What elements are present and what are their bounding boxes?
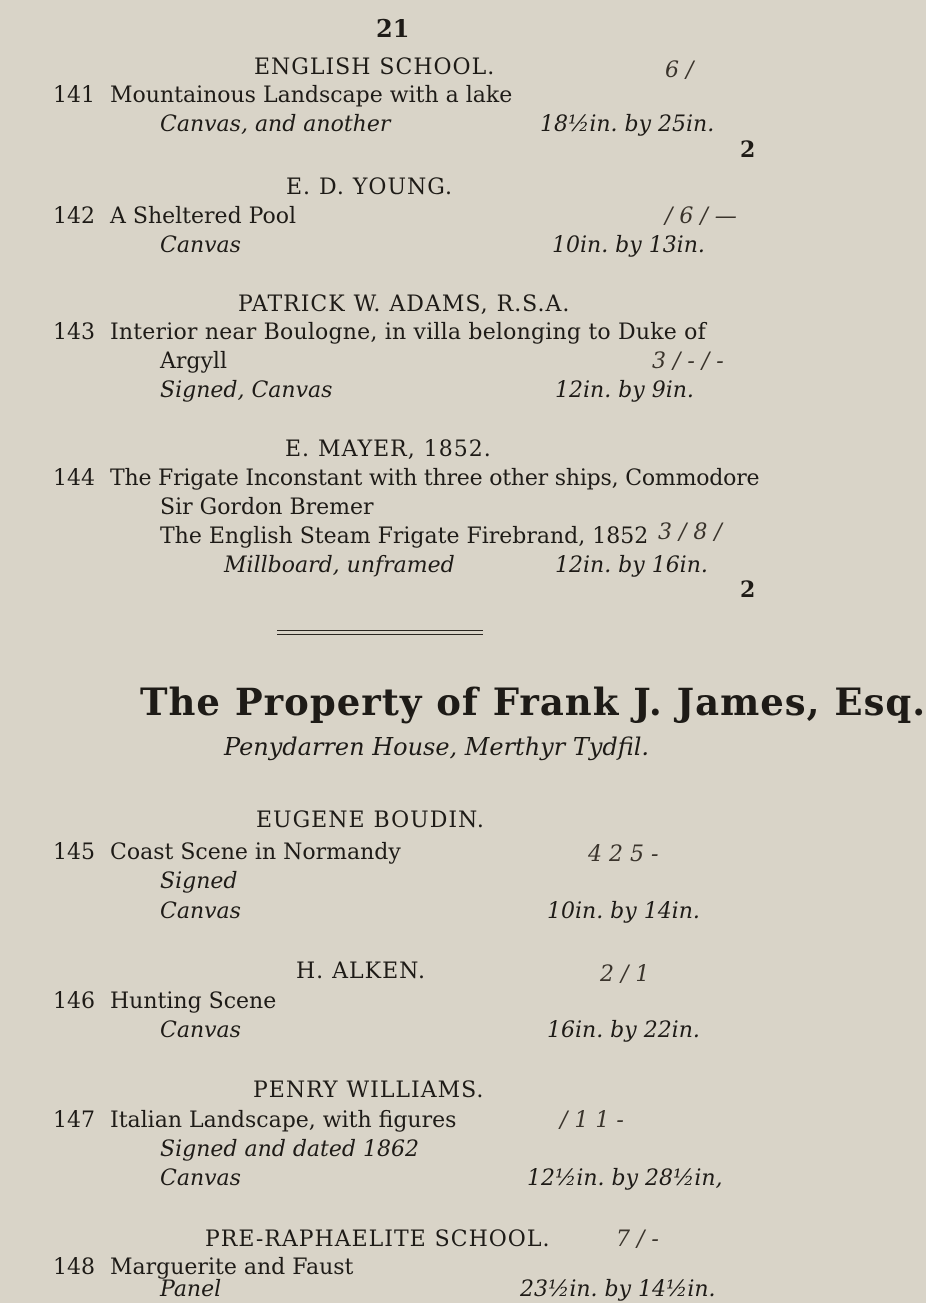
artist-heading: E. MAYER, 1852. xyxy=(285,437,492,462)
handwritten-price: 2 / 1 xyxy=(600,962,650,987)
lot-number: 146 xyxy=(53,989,95,1014)
lot-medium-2: Canvas xyxy=(160,1166,241,1191)
handwritten-price: / 6 / — xyxy=(665,204,737,229)
lot-title: Mountainous Landscape with a lake xyxy=(110,83,513,108)
lot-note: 2 xyxy=(740,137,756,163)
property-heading: The Property of Frank J. James, Esq. xyxy=(140,680,926,724)
lot-medium: Panel xyxy=(160,1277,222,1302)
lot-title: A Sheltered Pool xyxy=(110,204,297,229)
lot-note: 2 xyxy=(740,577,756,603)
lot-medium: Signed and dated 1862 xyxy=(160,1137,419,1162)
lot-title: The Frigate Inconstant with three other ships, Commodore xyxy=(110,466,760,491)
handwritten-price: 3 / - / - xyxy=(652,349,724,374)
lot-title: Marguerite and Faust xyxy=(110,1255,354,1280)
lot-dimensions: 10in. by 14in. xyxy=(547,899,700,924)
lot-title: Italian Landscape, with figures xyxy=(110,1108,457,1133)
artist-heading: ENGLISH SCHOOL. xyxy=(254,55,496,80)
handwritten-price: 3 / 8 / xyxy=(658,520,722,545)
lot-number: 142 xyxy=(53,204,95,229)
artist-heading: PRE-RAPHAELITE SCHOOL. xyxy=(205,1227,551,1252)
property-address: Penydarren House, Merthyr Tydfil. xyxy=(224,733,650,761)
section-divider xyxy=(277,630,483,631)
artist-heading: PATRICK W. ADAMS, R.S.A. xyxy=(238,292,571,317)
handwritten-price: 7 / - xyxy=(616,1227,659,1252)
lot-dimensions: 10in. by 13in. xyxy=(552,233,705,258)
lot-number: 147 xyxy=(53,1108,95,1133)
lot-number: 141 xyxy=(53,83,95,108)
lot-dimensions: 12in. by 9in. xyxy=(555,378,694,403)
lot-number: 143 xyxy=(53,320,95,345)
lot-medium: Canvas xyxy=(160,233,241,258)
lot-title-continued: The English Steam Frigate Firebrand, 1852 xyxy=(160,524,649,549)
lot-medium-2: Canvas xyxy=(160,899,241,924)
lot-dimensions: 18½in. by 25in. xyxy=(540,112,715,137)
lot-medium: Signed xyxy=(160,869,238,894)
handwritten-price: / 1 1 - xyxy=(560,1108,624,1133)
lot-title-continued: Argyll xyxy=(160,349,227,374)
handwritten-price: 4 2 5 - xyxy=(588,842,659,867)
lot-medium: Canvas, and another xyxy=(160,112,391,137)
lot-medium: Canvas xyxy=(160,1018,241,1043)
artist-heading: E. D. YOUNG. xyxy=(286,175,454,200)
lot-dimensions: 16in. by 22in. xyxy=(547,1018,700,1043)
artist-heading: EUGENE BOUDIN. xyxy=(256,808,485,833)
lot-medium: Signed, Canvas xyxy=(160,378,333,403)
lot-dimensions: 12½in. by 28½in, xyxy=(527,1166,723,1191)
lot-dimensions: 23½in. by 14½in. xyxy=(520,1277,716,1302)
lot-title-continued: Sir Gordon Bremer xyxy=(160,495,374,520)
lot-number: 145 xyxy=(53,840,95,865)
lot-title: Interior near Boulogne, in villa belonging to Duke of xyxy=(110,320,706,345)
lot-medium: Millboard, unframed xyxy=(224,553,455,578)
lot-title: Coast Scene in Normandy xyxy=(110,840,401,865)
section-divider xyxy=(277,634,483,635)
artist-heading: H. ALKEN. xyxy=(296,959,426,984)
artist-heading: PENRY WILLIAMS. xyxy=(253,1078,485,1103)
lot-number: 144 xyxy=(53,466,95,491)
lot-number: 148 xyxy=(53,1255,95,1280)
handwritten-price: 6 / xyxy=(665,58,694,83)
lot-dimensions: 12in. by 16in. xyxy=(555,553,708,578)
page-number: 21 xyxy=(376,14,410,43)
lot-title: Hunting Scene xyxy=(110,989,277,1014)
